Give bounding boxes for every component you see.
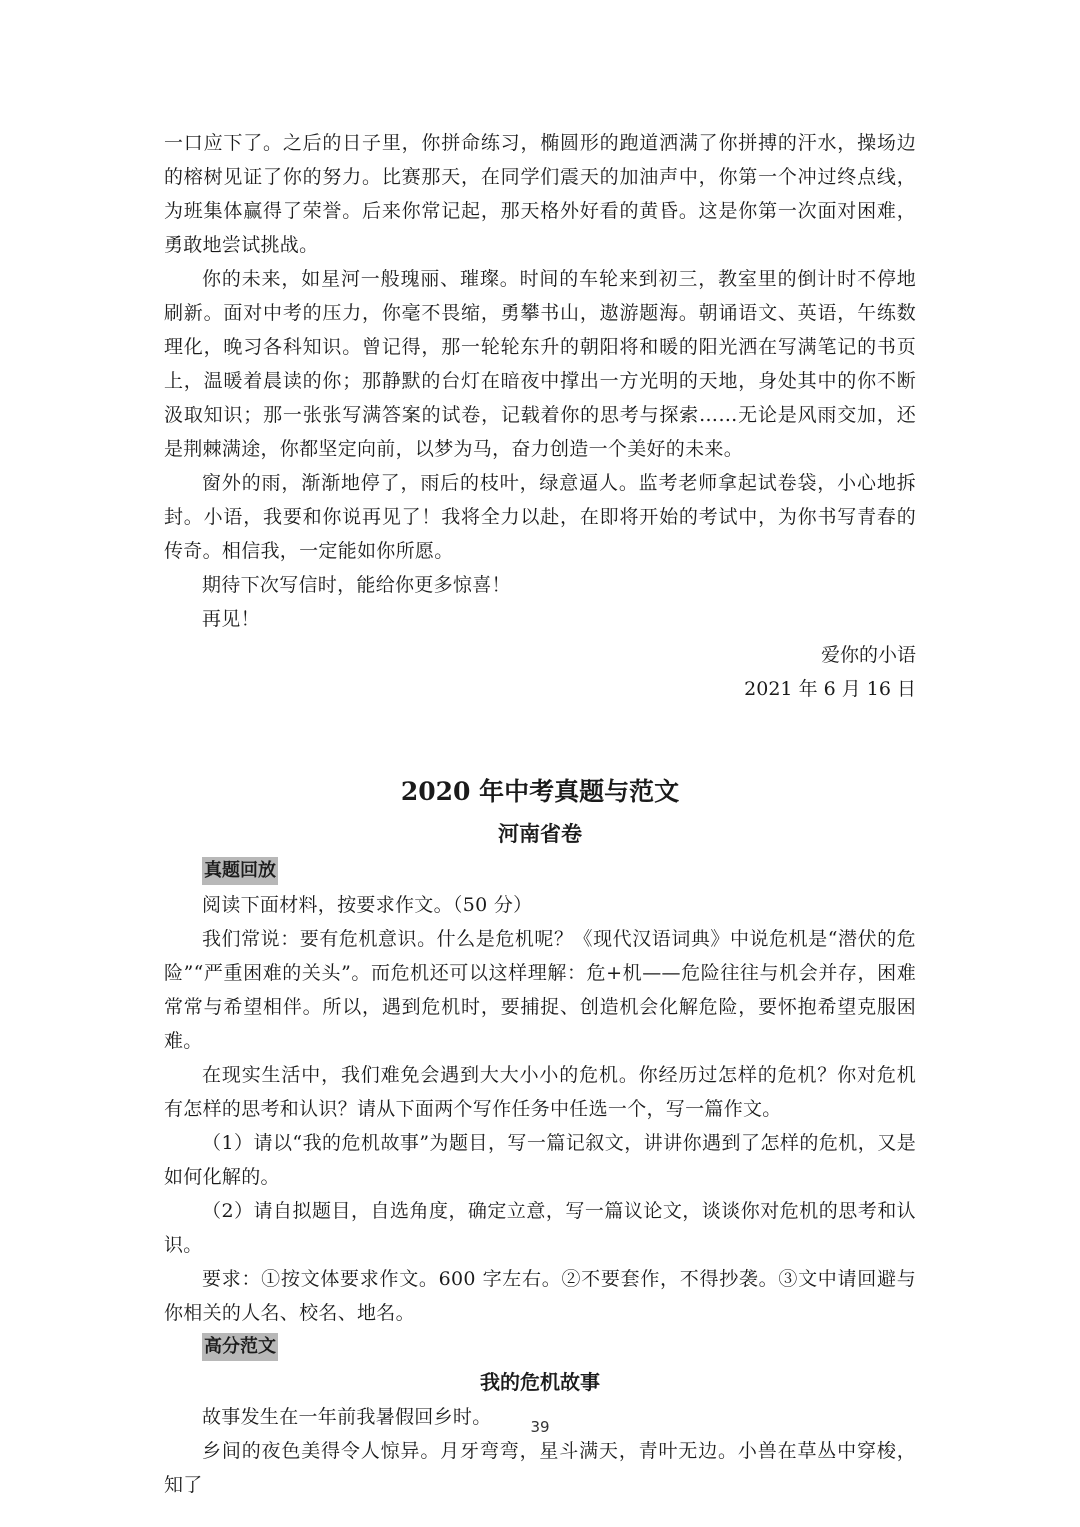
- letter-paragraph: 期待下次写信时，能给你更多惊喜！: [202, 574, 511, 596]
- section-title: 2020 年中考真题与范文: [400, 777, 680, 806]
- letter-paragraph: 窗外的雨，渐渐地停了，雨后的枝叶，绿意逼人。监考老师拿起试卷袋，小心地拆封。小语，我要和你说再见了！我将全力以赴，在即将开始的考试中，为你书写青春的传奇。相信我，一定能如你所愿。: [164, 472, 916, 562]
- essay-title: 我的危机故事: [480, 1370, 600, 1394]
- page-number: 39: [530, 1418, 550, 1436]
- essay-tag-row: [164, 1330, 916, 1364]
- question-tag-row: [164, 854, 916, 888]
- page-content: [164, 126, 916, 1502]
- essay-paragraph: 故事发生在一年前我暑假回乡时。: [202, 1406, 492, 1428]
- letter-signature: 爱你的小语: [820, 644, 916, 666]
- letter-paragraph: 你的未来，如星河一般瑰丽、璀璨。时间的车轮来到初三，教室里的倒计时不停地刷新。面对中考的压力，你毫不畏缩，勇攀书山，遨游题海。朝诵语文、英语，午练数理化，晚习各科知识。曾记得，那一轮轮东升的朝阳将和暖的阳光洒在写满笔记的书页上，温暖着晨读的你；那静默的台灯在暗夜中撑出一方光明的天地，身处其中的你不断汲取知识；那一张张写满答案的试卷，记载着你的思考与探索……无论是风雨交加，还是荆棘满途，你都坚定向前，以梦为马，奋力创造一个美好的未来。: [164, 268, 916, 460]
- letter-paragraph: 再见！: [202, 608, 260, 630]
- section-subtitle: 河南省卷: [498, 821, 582, 846]
- question-paragraph: （1）请以“我的危机故事”为题目，写一篇记叙文，讲讲你遇到了怎样的危机，又是如何化解的。: [164, 1132, 916, 1188]
- question-paragraph: 我们常说：要有危机意识。什么是危机呢？《现代汉语词典》中说危机是“潜伏的危险”“严重困难的关头”。而危机还可以这样理解：危+机——危险往往与机会并存，困难常常与希望相伴。所以，遇到危机时，要捕捉、创造机会化解危险，要怀抱希望克服困难。: [164, 928, 916, 1052]
- section-spacer: [164, 706, 916, 772]
- question-paragraph: 阅读下面材料，按要求作文。（50 分）: [202, 894, 533, 916]
- question-paragraph: 在现实生活中，我们难免会遇到大大小小的危机。你经历过怎样的危机？你对危机有怎样的思考和认识？请从下面两个写作任务中任选一个，写一篇作文。: [164, 1064, 916, 1120]
- question-tag: 真题回放: [202, 857, 278, 885]
- letter-date: 2021 年 6 月 16 日: [744, 678, 916, 700]
- letter-paragraph: 一口应下了。之后的日子里，你拼命练习，椭圆形的跑道洒满了你拼搏的汗水，操场边的榕树见证了你的努力。比赛那天，在同学们震天的加油声中，你第一个冲过终点线，为班集体赢得了荣誉。后来你常记起，那天格外好看的黄昏。这是你第一次面对困难，勇敢地尝试挑战。: [164, 132, 916, 256]
- question-paragraph: （2）请自拟题目，自选角度，确定立意，写一篇议论文，谈谈你对危机的思考和认识。: [164, 1200, 916, 1256]
- essay-tag: 高分范文: [202, 1333, 278, 1361]
- essay-paragraph: 乡间的夜色美得令人惊异。月牙弯弯，星斗满天，青叶无边。小兽在草丛中穿梭，知了: [164, 1440, 916, 1496]
- question-paragraph: 要求：①按文体要求作文。600 字左右。②不要套作，不得抄袭。③文中请回避与你相关的人名、校名、地名。: [164, 1268, 916, 1324]
